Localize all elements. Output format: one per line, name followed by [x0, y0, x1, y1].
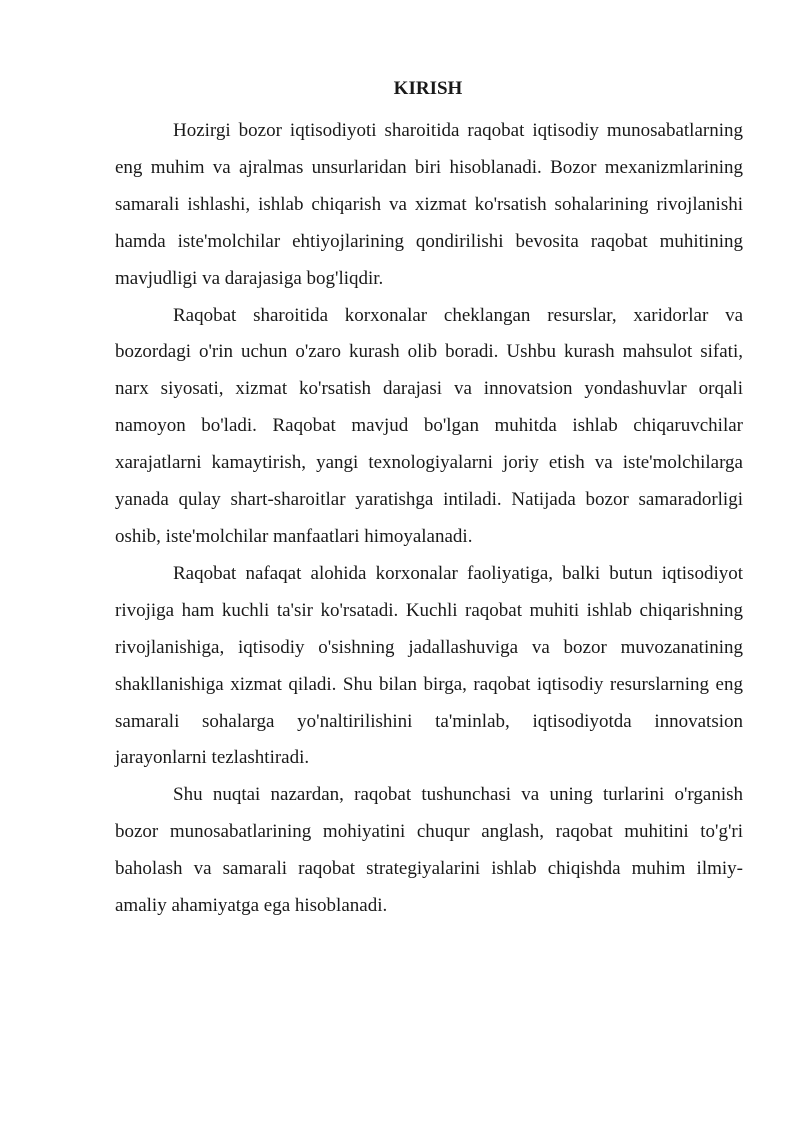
page-title: KIRISH — [393, 78, 463, 99]
paragraph: Raqobat nafaqat alohida korxonalar faoliyatiga, balki butun iqtisodiyot rivojiga ham kuchli ta'sir ko'rsatadi. Kuchli raqobat muhiti ishlab chiqarishning rivojlanishiga, iqtisodiy o'sishning jadallashuviga va bozor muvozanatining shakllanishiga xizmat qiladi. Shu bilan birga, raqobat iqtisodiy resurslarning eng samarali sohalarga yo'naltirilishini ta'minlab, iqtisodiyotda innovatsion jarayonlarni tezlashtiradi. — [115, 562, 743, 769]
document-body — [115, 113, 743, 925]
paragraph: Shu nuqtai nazardan, raqobat tushunchasi va uning turlarini o'rganish bozor munosabatlarining mohiyatini chuqur anglash, raqobat muhitini to'g'ri baholash va samarali raqobat strategiyalarini ishlab chiqishda muhim ilmiy-amaliy ahamiyatga ega hisoblanadi. — [115, 784, 743, 917]
paragraph: Hozirgi bozor iqtisodiyoti sharoitida raqobat iqtisodiy munosabatlarning eng muhim va ajralmas unsurlaridan biri hisoblanadi. Bozor mexanizmlarining samarali ishlashi, ishlab chiqarish va xizmat ko'rsatish sohalarining rivojlanishi hamda iste'molchilar ehtiyojlarining qondirilishi bevosita raqobat muhitining mavjudligi va darajasiga bog'liqdir. — [115, 120, 743, 289]
paragraph: Raqobat sharoitida korxonalar cheklangan resurslar, xaridorlar va bozordagi o'rin uchun o'zaro kurash olib boradi. Ushbu kurash mahsulot sifati, narx siyosati, xizmat ko'rsatish darajasi va innovatsion yondashuvlar orqali namoyon bo'ladi. Raqobat mavjud bo'lgan muhitda ishlab chiqaruvchilar xarajatlarni kamaytirish, yangi texnologiyalarni joriy etish va iste'molchilarga yanada qulay shart-sharoitlar yaratishga intiladi. Natijada bozor samaradorligi oshib, iste'molchilar manfaatlari himoyalanadi. — [115, 304, 743, 547]
